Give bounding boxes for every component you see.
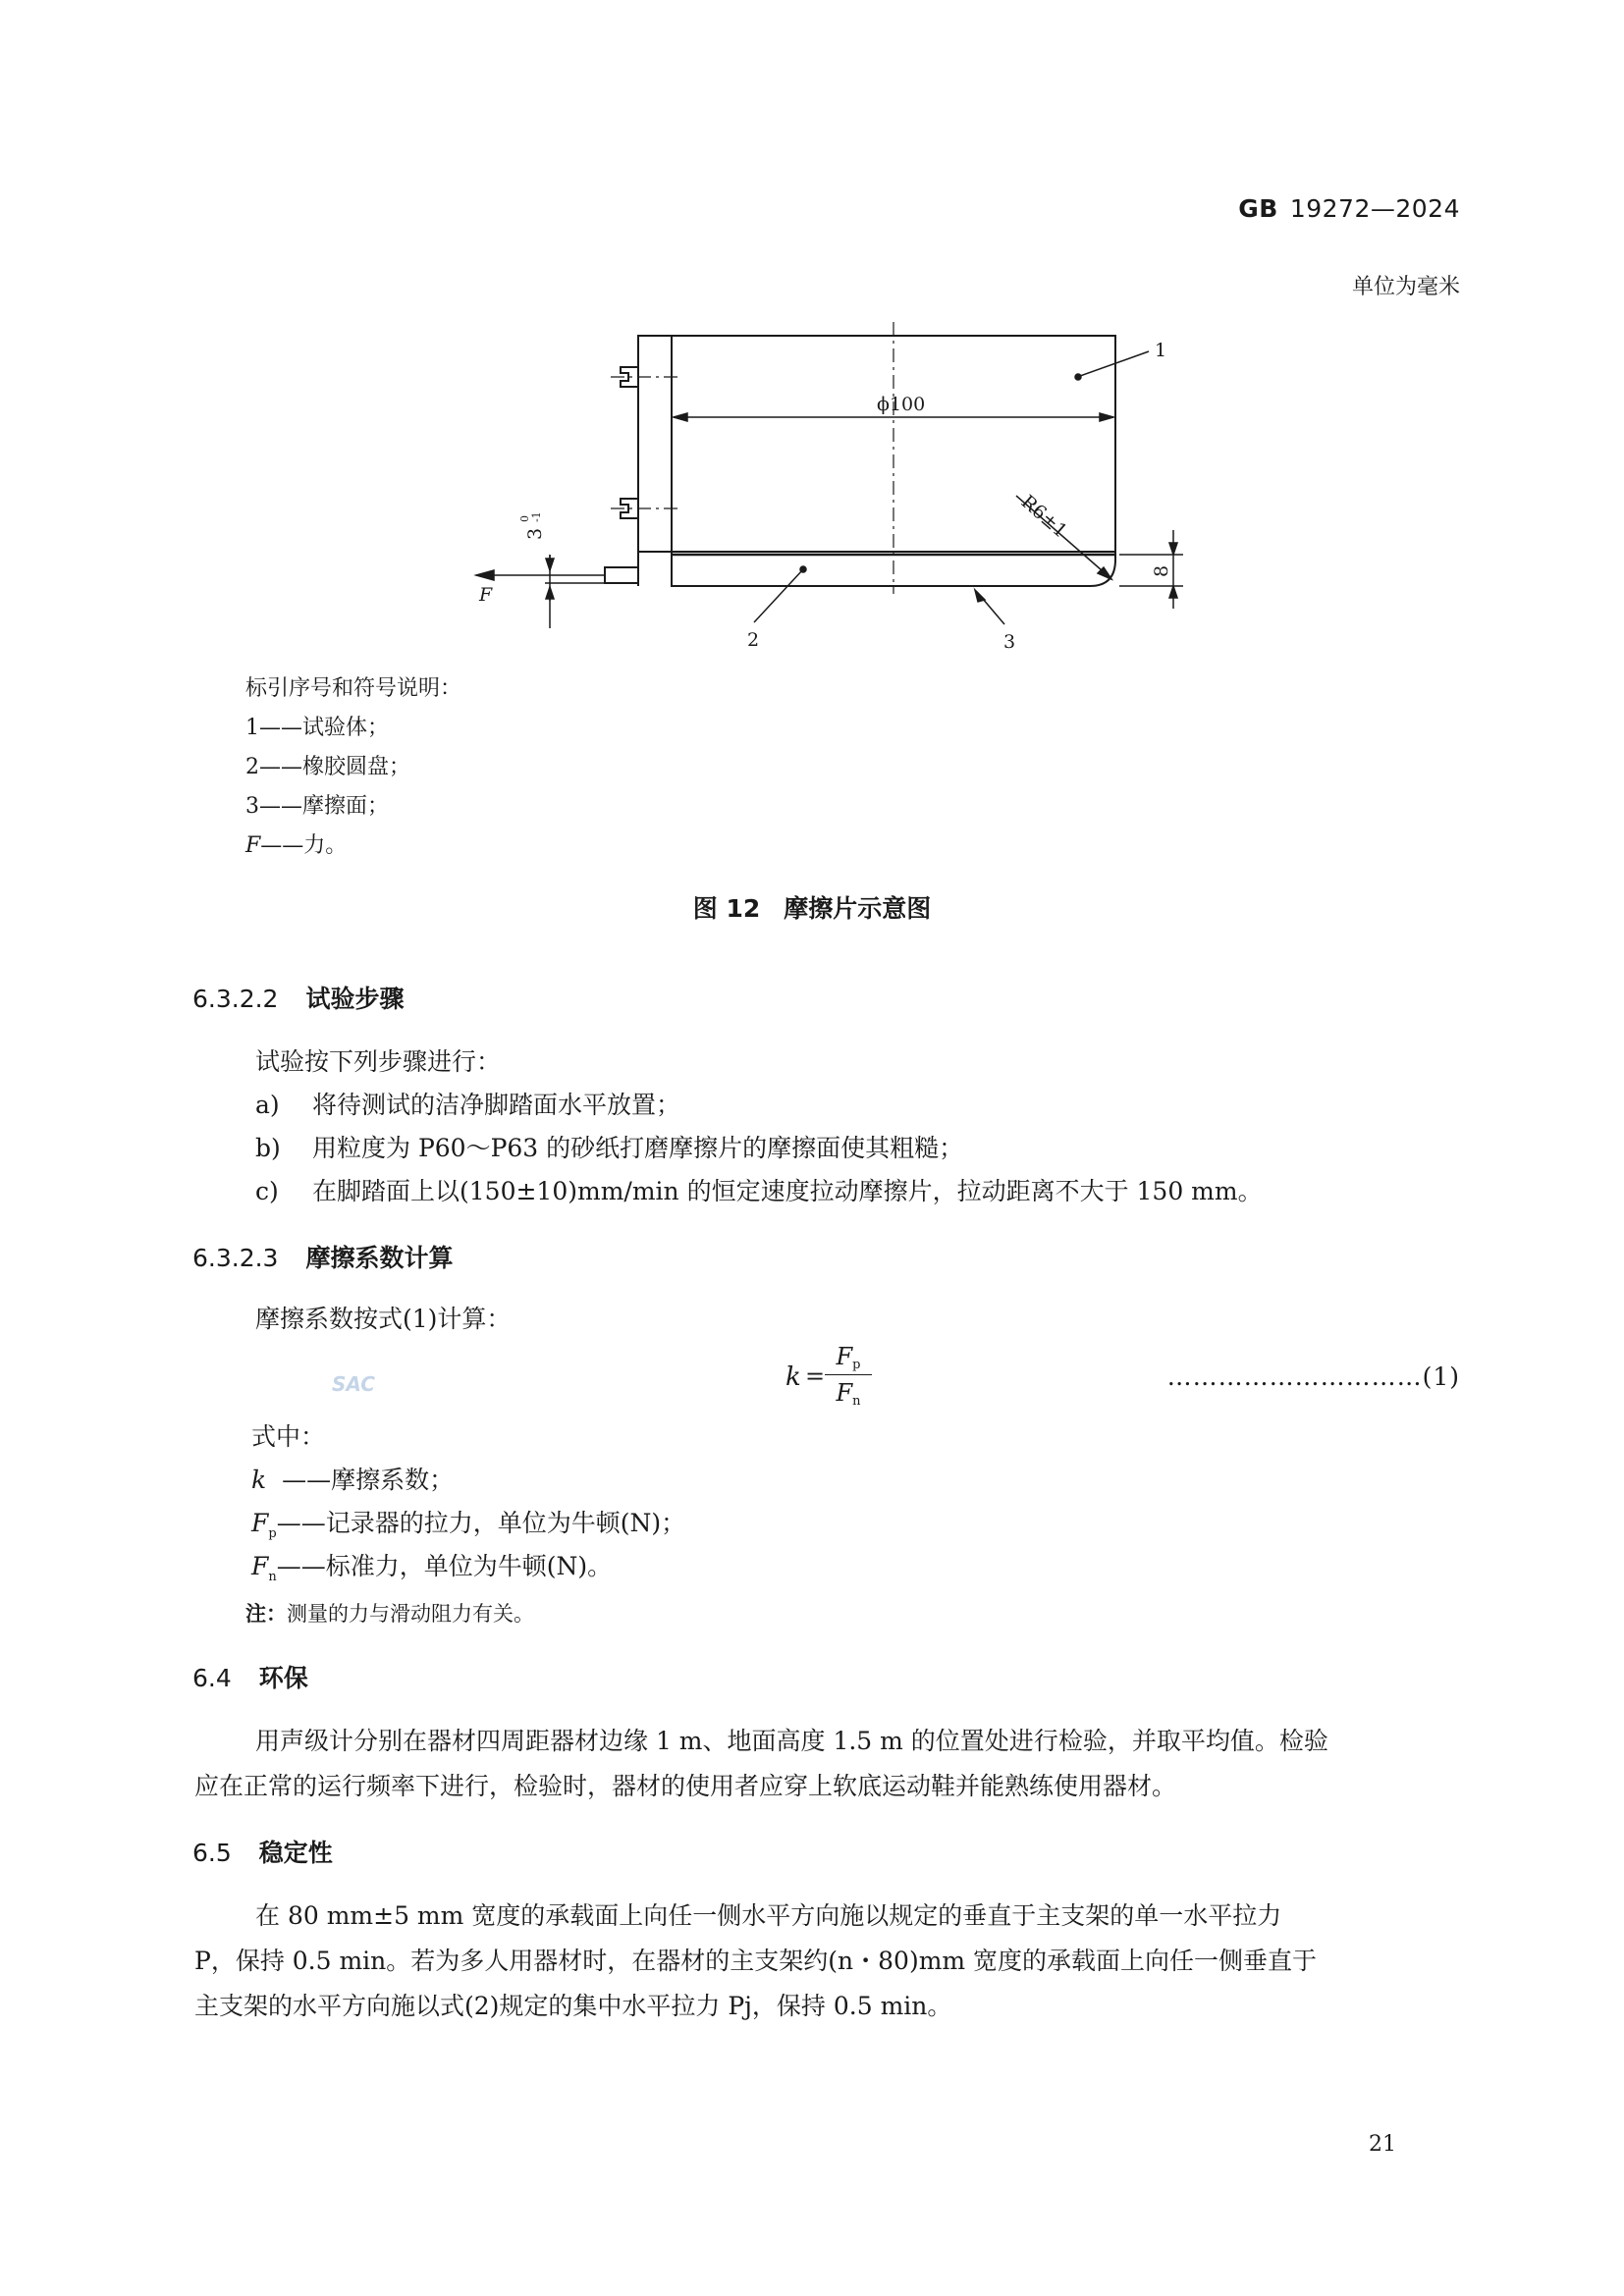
var-fp: $F_p——$记录器的拉力，单位为牛顿(N)； — [251, 1509, 686, 1541]
heading-6-5: 6.5 稳定性 — [192, 1839, 333, 1867]
heading-6-3-2-3: 6.3.2.3 摩擦系数计算 — [192, 1244, 454, 1272]
label-3: 3 — [1003, 631, 1016, 653]
standard-code: GB 19272—2024 — [1238, 194, 1460, 223]
env-para-line-1: 用声级计分别在器材四周距器材边缘 1 m、地面高度 1.5 m 的位置处进行检验，并取平均值。检验 — [255, 1727, 1328, 1755]
where-label: 式中： — [251, 1422, 326, 1451]
legend-item-F: F——力。 — [245, 833, 348, 858]
unit-note: 单位为毫米 — [1351, 275, 1460, 299]
sac-watermark: SAC — [332, 1372, 375, 1396]
legend-item-3: 3——摩擦面； — [245, 794, 390, 819]
friction-pad-diagram — [461, 316, 1208, 669]
page-number: 21 — [1369, 2132, 1396, 2157]
label-1: 1 — [1155, 340, 1167, 361]
label-diameter: ϕ100 — [877, 394, 926, 415]
step-a: a) 将待测试的洁净脚踏面水平放置； — [255, 1091, 681, 1119]
step-c: c) 在脚踏面上以(150±10)mm/min 的恒定速度拉动摩擦片，拉动距离不大于 150 mm。 — [255, 1177, 1263, 1205]
formula-1: k = $F_p$ $F_n$ — [785, 1343, 884, 1414]
label-force: F — [479, 584, 493, 606]
force-arrowhead — [476, 570, 494, 580]
label-offset-lower: -1 — [530, 511, 543, 522]
label-offset: 3 — [524, 527, 546, 540]
label-offset-upper: 0 — [518, 515, 531, 522]
legend-item-2: 2——橡胶圆盘； — [245, 755, 411, 779]
stability-line-1: 在 80 mm±5 mm 宽度的承载面上向任一侧水平方向施以规定的垂直于主支架的单一水平拉力 — [255, 1901, 1282, 1930]
var-fn: $F_n——$标准力，单位为牛顿(N)。 — [251, 1552, 613, 1584]
env-para-line-2: 应在正常的运行频率下进行，检验时，器材的使用者应穿上软底运动鞋并能熟练使用器材。 — [194, 1772, 1177, 1800]
legend-item-1: 1——试验体； — [245, 716, 390, 740]
heading-6-3-2-2: 6.3.2.2 试验步骤 — [192, 985, 405, 1013]
stability-line-3: 主支架的水平方向施以式(2)规定的集中水平拉力 Pj，保持 0.5 min。 — [194, 1992, 952, 2020]
note: 注：测量的力与滑动阻力有关。 — [245, 1602, 534, 1626]
label-2: 2 — [747, 629, 760, 651]
label-radius: R6±1 — [1016, 491, 1072, 543]
leader-2 — [754, 569, 803, 622]
figure-caption: 图 12 摩擦片示意图 — [692, 894, 932, 923]
label-thickness: 8 — [1151, 564, 1172, 577]
legend-title: 标引序号和符号说明： — [245, 676, 462, 701]
formula-intro: 摩擦系数按式(1)计算： — [255, 1305, 512, 1333]
equation-number: …………………………(1) — [1166, 1362, 1460, 1391]
heading-6-4: 6.4 环保 — [192, 1664, 308, 1692]
pull-hook — [605, 567, 638, 583]
step-b: b) 用粒度为 P60～P63 的砂纸打磨摩擦片的摩擦面使其粗糙； — [255, 1134, 964, 1162]
figure-legend — [245, 669, 461, 866]
steps-intro: 试验按下列步骤进行： — [255, 1047, 502, 1076]
stability-line-2: P，保持 0.5 min。若为多人用器材时，在器材的主支架约(n・80)mm 宽度的承载面上向任一侧垂直于 — [194, 1947, 1318, 1975]
var-k: k ——摩擦系数； — [251, 1466, 455, 1494]
